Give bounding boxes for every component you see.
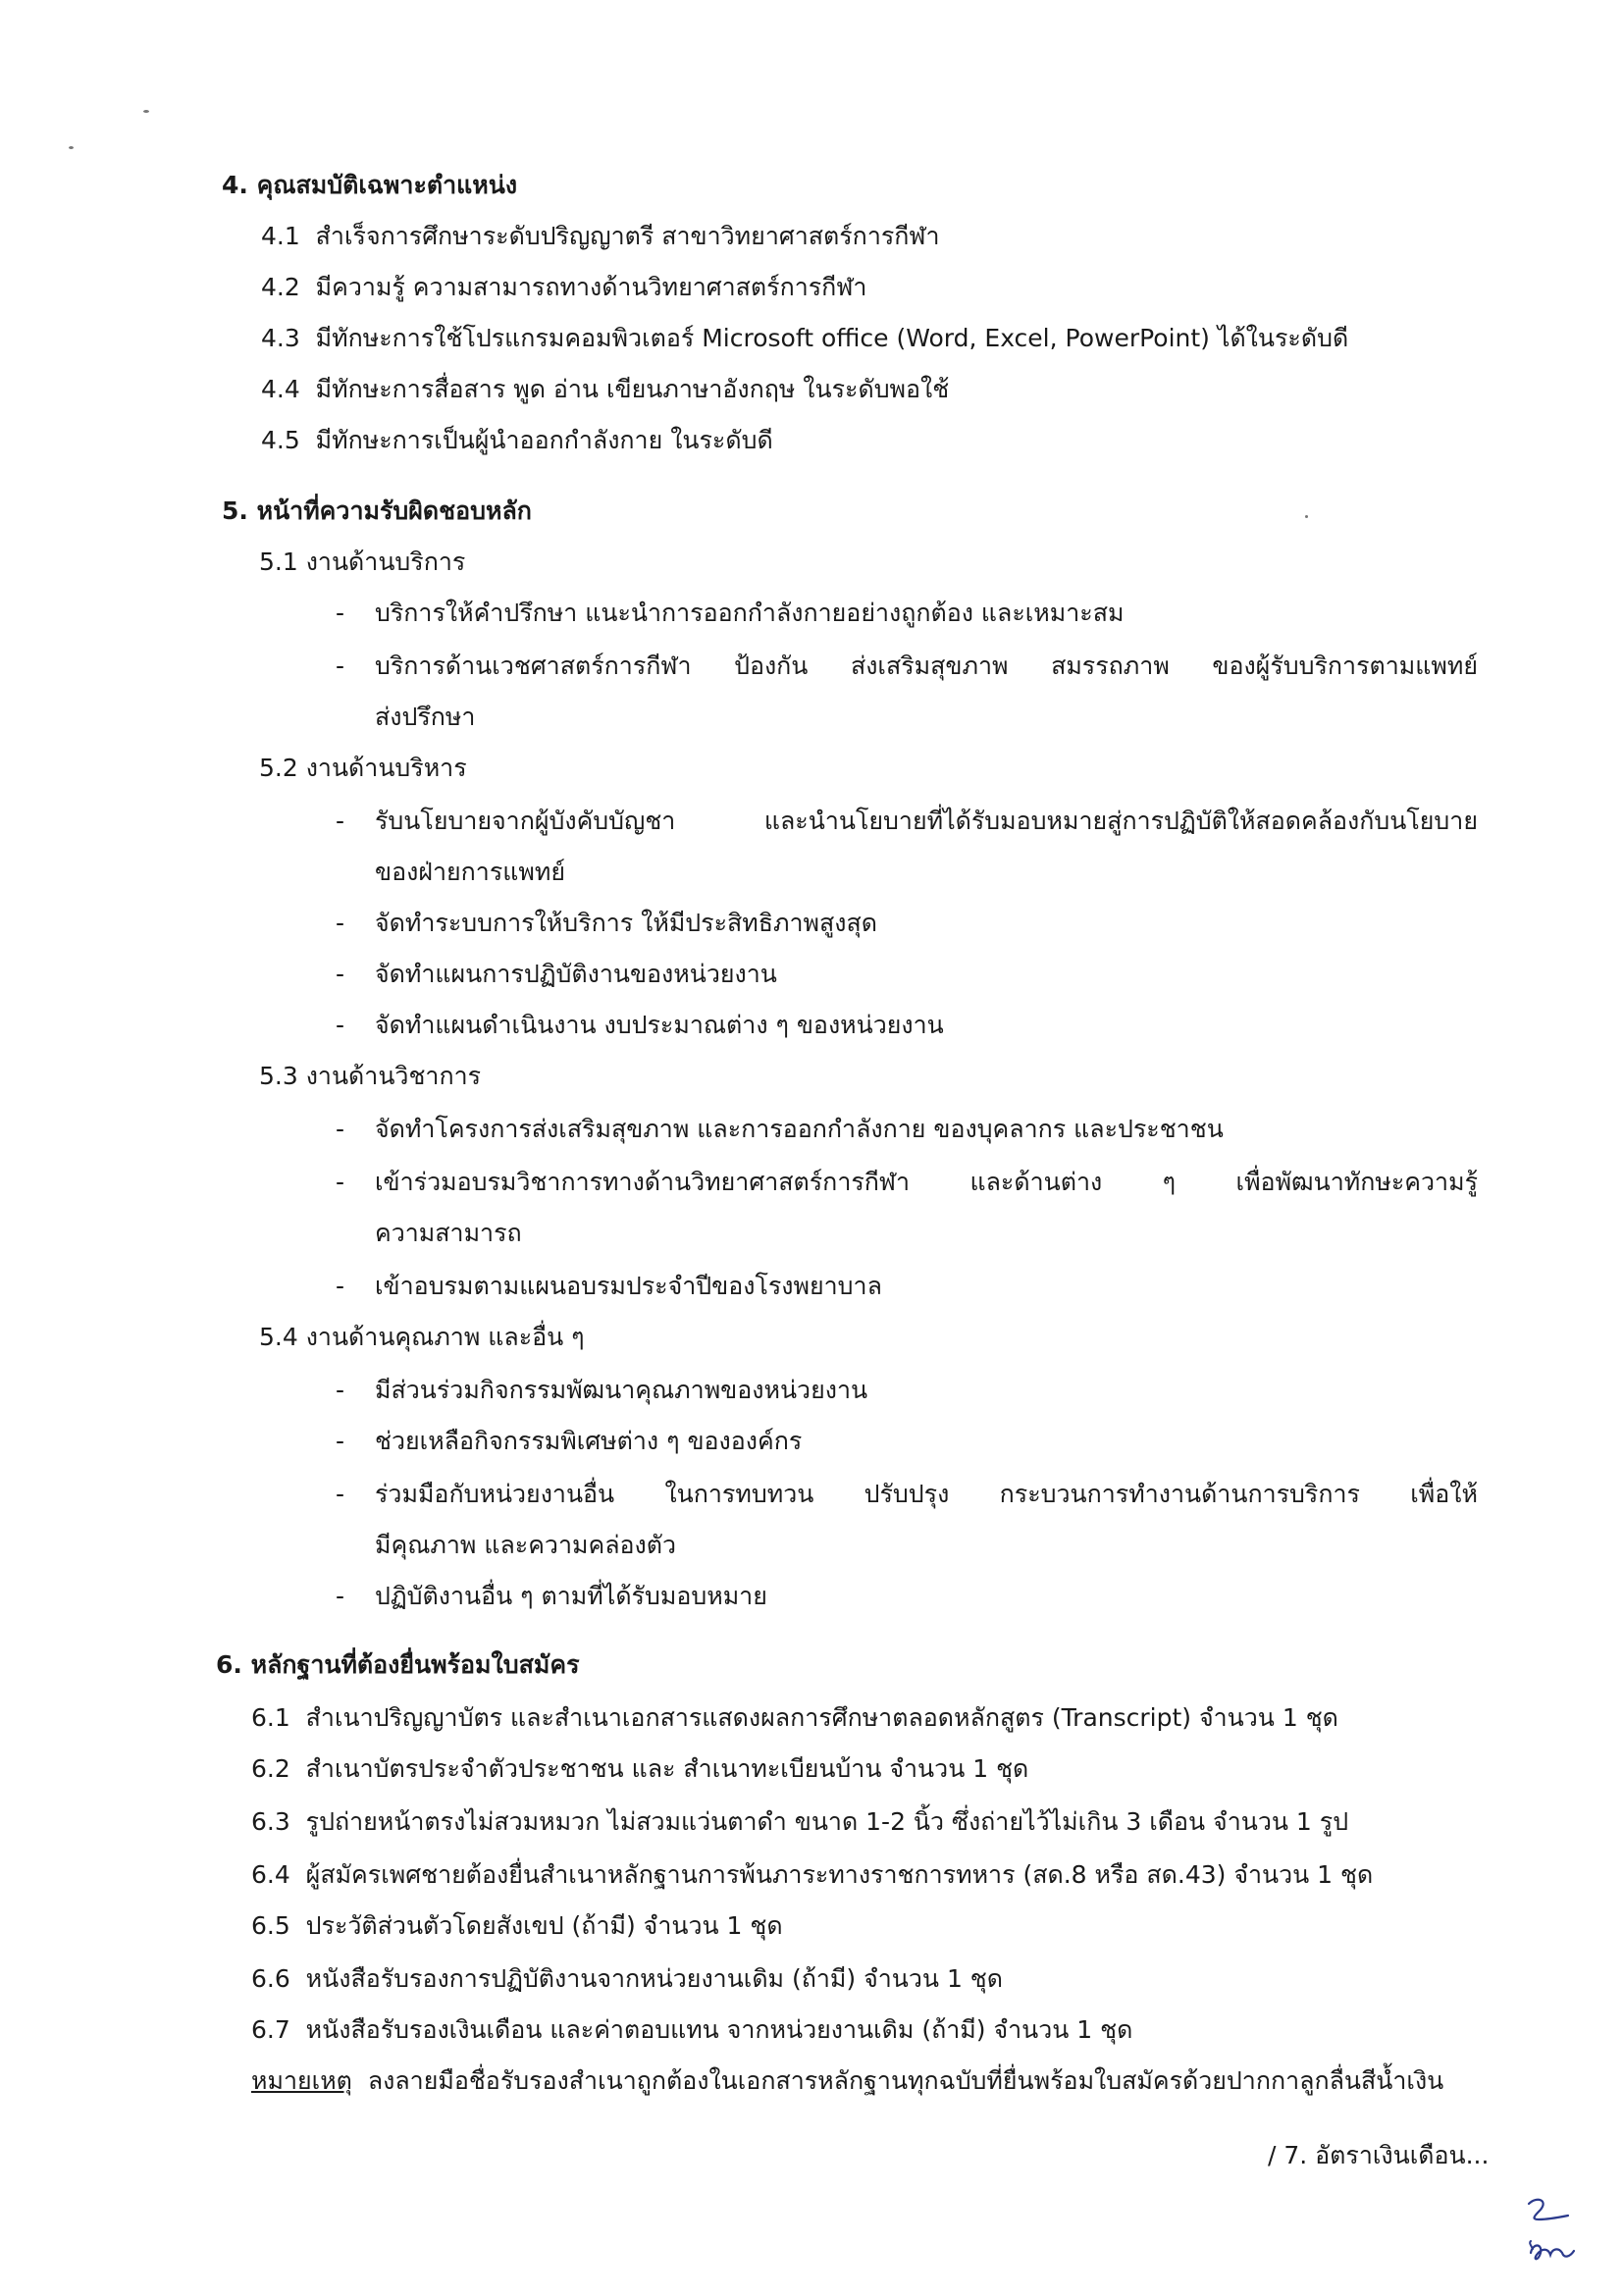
item-number: 6.3 (251, 1807, 290, 1836)
bullet-text: จัดทำแผนการปฏิบัติงานของหน่วยงาน (375, 960, 777, 988)
bullet-text: จัดทำระบบการให้บริการ ให้มีประสิทธิภาพสูงสุด (375, 909, 877, 937)
bullet-text-continued: ส่งปรึกษา (375, 703, 476, 731)
handwritten-initials (1519, 2190, 1588, 2278)
item-text: สำเนาปริญญาบัตร และสำเนาเอกสารแสดงผลการศึกษาตลอดหลักสูตร (Transcript) จำนวน 1 ชุด (305, 1703, 1338, 1732)
item-text: สำเนาบัตรประจำตัวประชาชน และ สำเนาทะเบียนบ้าน จำนวน 1 ชุด (305, 1754, 1029, 1783)
bullet-dash: - (336, 652, 345, 680)
sub-5-1-heading: 5.1 งานด้านบริการ (259, 548, 466, 576)
bullet-text: ร่วมมือกับหน่วยงานอื่น ในการทบทวน ปรับปรุง กระบวนการทำงานด้านการบริการ เพื่อให้ (375, 1480, 1478, 1508)
item-4-5 (261, 424, 773, 457)
bullet-dash: - (336, 1480, 345, 1508)
item-6-1 (251, 1701, 1338, 1735)
item-6-3 (251, 1805, 1348, 1839)
item-number: 4.4 (261, 375, 300, 403)
section-6-title: 6. หลักฐานที่ต้องยื่นพร้อมใบสมัคร (216, 1650, 580, 1679)
bullet-dash: - (336, 807, 345, 835)
item-number: 6.6 (251, 1964, 290, 1993)
item-text: มีทักษะการใช้โปรแกรมคอมพิวเตอร์ Microsoft office (Word, Excel, PowerPoint) ได้ในระดับดี (315, 324, 1349, 352)
item-text: ประวัติส่วนตัวโดยสังเขป (ถ้ามี) จำนวน 1 ชุด (305, 1911, 783, 1940)
item-4-3 (261, 322, 1348, 355)
note (251, 2064, 1443, 2098)
bullet-text: เข้าร่วมอบรมวิชาการทางด้านวิทยาศาสตร์การกีฬา และด้านต่าง ๆ เพื่อพัฒนาทักษะความรู้ (375, 1168, 1478, 1196)
scan-speck (143, 110, 149, 113)
scan-speck (1305, 515, 1308, 518)
item-number: 6.7 (251, 2015, 290, 2044)
bullet-text: ปฏิบัติงานอื่น ๆ ตามที่ได้รับมอบหมาย (375, 1582, 767, 1610)
bullet-text: บริการด้านเวชศาสตร์การกีฬา ป้องกัน ส่งเสริมสุขภาพ สมรรถภาพ ของผู้รับบริการตามแพทย์ (375, 652, 1478, 680)
bullet-dash: - (336, 1168, 345, 1196)
section-5-title: 5. หน้าที่ความรับผิดชอบหลัก (222, 496, 532, 525)
item-number: 4.3 (261, 324, 300, 352)
item-6-7 (251, 2013, 1132, 2047)
footer-continuation: / 7. อัตราเงินเดือน... (1268, 2141, 1490, 2169)
item-text: สำเร็จการศึกษาระดับปริญญาตรี สาขาวิทยาศาสตร์การกีฬา (315, 222, 940, 250)
bullet-dash: - (336, 1011, 345, 1039)
bullet-dash: - (336, 960, 345, 988)
bullet-text: มีส่วนร่วมกิจกรรมพัฒนาคุณภาพของหน่วยงาน (375, 1376, 868, 1404)
bullet-text: จัดทำโครงการส่งเสริมสุขภาพ และการออกกำลังกาย ของบุคลากร และประชาชน (375, 1115, 1224, 1143)
bullet-dash: - (336, 599, 345, 627)
bullet-text-continued: ของฝ่ายการแพทย์ (375, 858, 565, 886)
bullet-dash: - (336, 1115, 345, 1143)
bullet-dash: - (336, 1272, 345, 1300)
bullet-text-continued: ความสามารถ (375, 1219, 522, 1247)
item-number: 6.4 (251, 1860, 290, 1889)
item-text: มีความรู้ ความสามารถทางด้านวิทยาศาสตร์การกีฬา (315, 273, 867, 301)
item-number: 4.2 (261, 273, 300, 301)
item-6-2 (251, 1752, 1028, 1786)
item-4-4 (261, 373, 949, 406)
sub-5-2-heading: 5.2 งานด้านบริหาร (259, 754, 467, 782)
sub-5-3-heading: 5.3 งานด้านวิชาการ (259, 1062, 482, 1090)
item-number: 6.2 (251, 1754, 290, 1783)
item-6-5 (251, 1909, 783, 1943)
bullet-text: จัดทำแผนดำเนินงาน งบประมาณต่าง ๆ ของหน่วยงาน (375, 1011, 944, 1039)
item-4-1 (261, 220, 940, 253)
note-text: ลงลายมือชื่อรับรองสำเนาถูกต้องในเอกสารหลักฐานทุกฉบับที่ยื่นพร้อมใบสมัครด้วยปากกาลูกลื่นสีน้ำเงิน (367, 2066, 1444, 2095)
item-text: หนังสือรับรองเงินเดือน และค่าตอบแทน จากหน่วยงานเดิม (ถ้ามี) จำนวน 1 ชุด (305, 2015, 1133, 2044)
item-text: หนังสือรับรองการปฏิบัติงานจากหน่วยงานเดิม (ถ้ามี) จำนวน 1 ชุด (305, 1964, 1003, 1993)
bullet-dash: - (336, 909, 345, 937)
note-label: หมายเหตุ (251, 2066, 352, 2095)
sub-5-4-heading: 5.4 งานด้านคุณภาพ และอื่น ๆ (259, 1323, 585, 1351)
bullet-text: เข้าอบรมตามแผนอบรมประจำปีของโรงพยาบาล (375, 1272, 882, 1300)
item-text: รูปถ่ายหน้าตรงไม่สวมหมวก ไม่สวมแว่นตาดำ ขนาด 1-2 นิ้ว ซึ่งถ่ายไว้ไม่เกิน 3 เดือน จำนวน 1 รูป (305, 1807, 1349, 1836)
item-number: 4.1 (261, 222, 300, 250)
bullet-dash: - (336, 1376, 345, 1404)
bullet-text: รับนโยบายจากผู้บังคับบัญชา และนำนโยบายที่ได้รับมอบหมายสู่การปฏิบัติให้สอดคล้องกับนโยบาย (375, 807, 1478, 835)
section-4-title: 4. คุณสมบัติเฉพาะตำแหน่ง (222, 171, 518, 199)
item-text: ผู้สมัครเพศชายต้องยื่นสำเนาหลักฐานการพ้นภาระทางราชการทหาร (สด.8 หรือ สด.43) จำนวน 1 ชุด (305, 1860, 1374, 1889)
scan-speck (69, 146, 74, 149)
item-number: 4.5 (261, 426, 300, 454)
bullet-text: บริการให้คำปรึกษา แนะนำการออกกำลังกายอย่างถูกต้อง และเหมาะสม (375, 599, 1125, 627)
bullet-text-continued: มีคุณภาพ และความคล่องตัว (375, 1531, 677, 1559)
item-number: 6.5 (251, 1911, 290, 1940)
item-text: มีทักษะการสื่อสาร พูด อ่าน เขียนภาษาอังกฤษ ในระดับพอใช้ (315, 375, 950, 403)
item-text: มีทักษะการเป็นผู้นำออกกำลังกาย ในระดับดี (315, 426, 773, 454)
bullet-dash: - (336, 1427, 345, 1455)
item-4-2 (261, 271, 866, 304)
item-number: 6.1 (251, 1703, 290, 1732)
bullet-text: ช่วยเหลือกิจกรรมพิเศษต่าง ๆ ขององค์กร (375, 1427, 803, 1455)
item-6-4 (251, 1858, 1373, 1892)
item-6-6 (251, 1962, 1003, 1996)
bullet-dash: - (336, 1582, 345, 1610)
